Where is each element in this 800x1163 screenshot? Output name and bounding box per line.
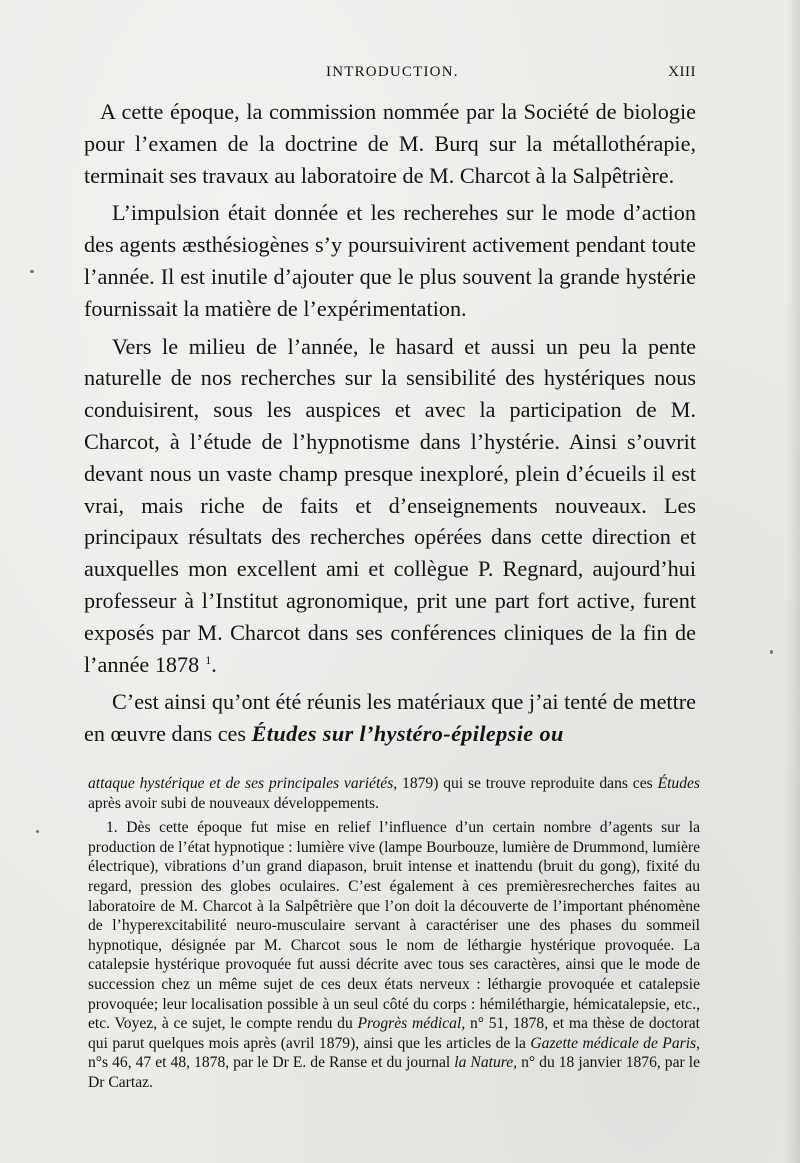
continuation-title-2: Études: [657, 775, 701, 792]
footnote-1-journal-2: Gazette médicale de Paris,: [530, 1034, 700, 1052]
paragraph-4-title: Études sur l’hystéro-épilepsie ou: [251, 721, 564, 747]
continuation-title: attaque hystérique et de ses principales variétés,: [88, 775, 398, 792]
footnote-1-part-1: 1. Dès cette époque fut mise en relief l’influence d’un certain nombre d’agents sur la production de l’état hypnotique : lumière vive (lampe Bourbouze, lumière de Drummond, lumière électrique), vibrations d’un grand diapason, bruit intense et inattendu (bruit du gong), fixité du regard, pression des globes oculaires. C’est également à ces premièresrecherches faites au laboratoire de M. Charcot à la Salpêtrière que l’on doit la découverte de l’important phénomène de l’hyperexcitabilité neuro-musculaire servant à caractériser une des phases du sommeil hypnotique, désignée par M. Charcot sous le nom de léthargie hystérique provoquée. La catalepsie hystérique provoquée fut aussi décrite avec tous ses caractères, ainsi que le mode de succession chez un même sujet de ces deux états nerveux : léthargie provoquée et catalepsie provoquée; leur localisation possible à un seul côté du corps : hémiléthargie, hémicatalepsie, etc., etc. Voyez, à ce sujet, le compte rendu du: [88, 819, 700, 1033]
running-head-title: INTRODUCTION.: [326, 64, 459, 80]
footnotes: [88, 774, 700, 1098]
continuation-text-2: après avoir subi de nouveaux développements.: [88, 794, 379, 812]
footnote-1: [88, 818, 700, 1092]
print-speck: [36, 830, 39, 833]
paragraph-2: L’impulsion était donnée et les recherehes sur le mode d’action des agents æsthésiogènes s’y poursuivirent activement pendant toute l’année. Il est inutile d’ajouter que le plus souvent la grande hystérie fournissait la matière de l’expérimentation.: [84, 200, 696, 321]
paragraph-3-text: Vers le milieu de l’année, le hasard et aussi un peu la pente naturelle de nos recherches sur la sensibilité des hystériques nous conduisirent, sous les auspices et avec la participation de M. Charcot, à l’étude de l’hypnotisme dans l’hystérie. Ainsi s’ouvrit devant nous un vaste champ presque inexploré, plein d’écueils il est vrai, mais riche de faits et d’enseignements nouveaux. Les principaux résultats des recherches opérées dans cette direction et auxquelles mon excellent ami et collègue P. Regnard, aujourd’hui professeur à l’Institut agronomique, prit une part fort active, furent exposés par M. Charcot dans ses conférences cliniques de la fin de l’année 1878: [84, 333, 696, 677]
running-head: [84, 64, 696, 86]
footnote-1-journal-3: la Nature,: [454, 1054, 518, 1072]
footnote-1-part-2: n° 51, 1878, et ma thèse de doctorat qui parut quelques mois après (avril 1879), ainsi que les articles de la: [88, 1015, 701, 1052]
footnote-reference: 1: [205, 652, 212, 667]
continuation-text-1: 1879) qui se trouve reproduite dans ces: [397, 775, 658, 792]
page-number: XIII: [668, 64, 696, 80]
main-text: [84, 96, 696, 750]
paragraph-3-end: .: [211, 651, 217, 677]
paragraph-3: [84, 331, 696, 681]
page-edge-shadow: [786, 0, 800, 1163]
print-speck: [30, 270, 34, 273]
footnote-continuation: [88, 774, 700, 813]
footnote-1-part-3: n°s 46, 47 et 48, 1878, par le Dr E. de Ranse et du journal: [88, 1054, 455, 1072]
footnote-1-journal-1: Progrès médical,: [357, 1015, 466, 1033]
paragraph-4-text: C’est ainsi qu’ont été réunis les matériaux que j’ai tenté de mettre en œuvre dans ces: [84, 689, 696, 747]
print-speck: [770, 650, 773, 654]
footnote-1-part-4: n° du 18 janvier 1876, par le Dr Cartaz.: [88, 1054, 700, 1091]
paragraph-4: [84, 686, 696, 750]
paragraph-1: A cette époque, la commission nommée par la Société de biologie pour l’examen de la doctrine de M. Burq sur la métallothérapie, terminait ses travaux au laboratoire de M. Charcot à la Salpêtrière.: [84, 99, 696, 188]
